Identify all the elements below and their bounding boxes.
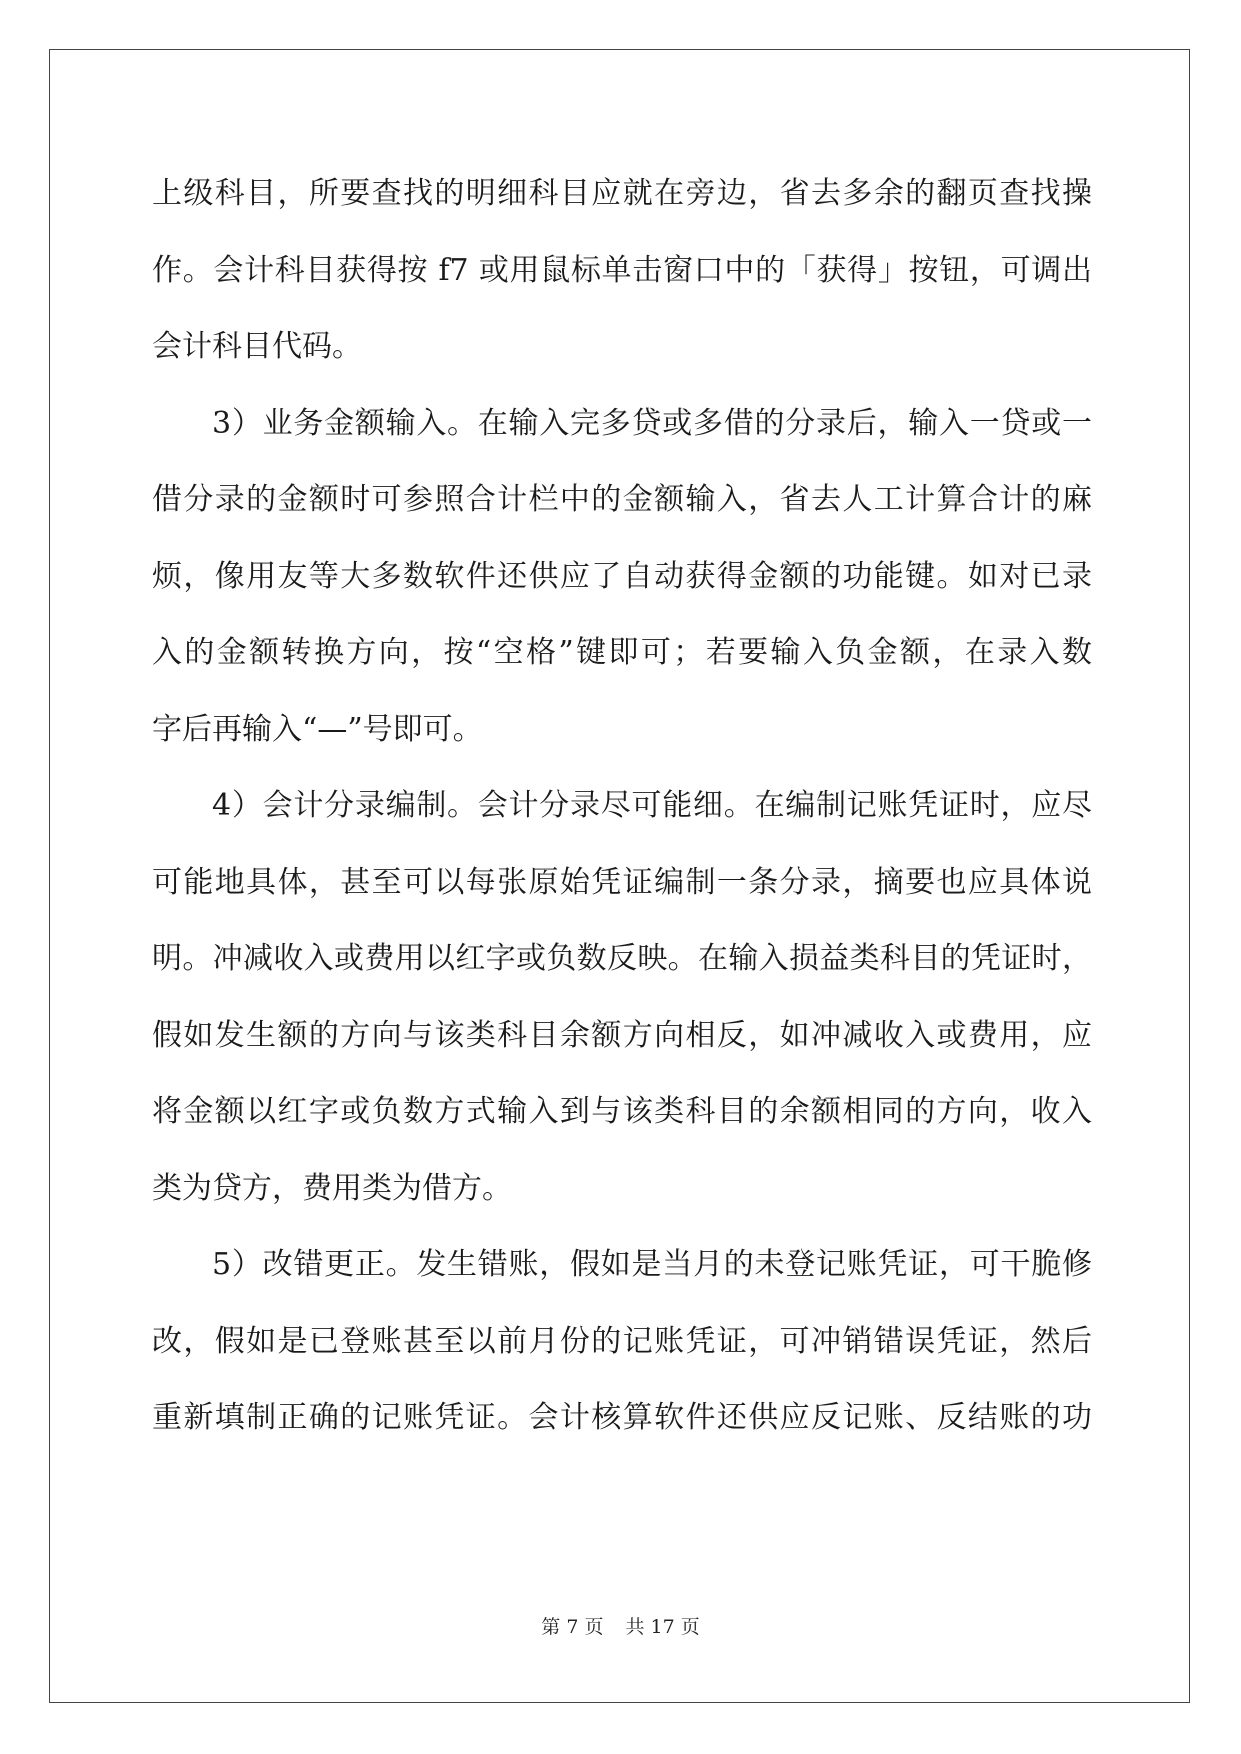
text-line: 3）业务金额输入。在输入完多贷或多借的分录后，输入一贷或一 — [212, 405, 1092, 441]
text-line: 可能地具体，甚至可以每张原始凭证编制一条分录，摘要也应具体说 — [152, 864, 1092, 900]
text-line: 作。会计科目获得按 f7 或用鼠标单击窗口中的「获得」按钮，可调出 — [152, 252, 1092, 288]
text-line: 字后再输入“—”号即可。 — [152, 711, 483, 747]
text-line: 4）会计分录编制。会计分录尽可能细。在编制记账凭证时，应尽 — [212, 788, 1092, 823]
text-line: 明。冲减收入或费用以红字或负数反映。在输入损益类科目的凭证时， — [152, 941, 1092, 976]
text-line: 类为贷方，费用类为借方。 — [152, 1170, 512, 1206]
text-line: 改，假如是已登账甚至以前月份的记账凭证，可冲销错误凭证，然后 — [152, 1323, 1092, 1359]
text-line: 会计科目代码。 — [152, 329, 362, 364]
text-line: 5）改错更正。发生错账，假如是当月的未登记账凭证，可干脆修 — [212, 1247, 1092, 1282]
text-line: 重新填制正确的记账凭证。会计核算软件还供应反记账、反结账的功 — [152, 1400, 1092, 1435]
document-body — [152, 156, 1092, 1457]
text-line: 上级科目，所要查找的明细科目应就在旁边，省去多余的翻页查找操 — [152, 176, 1092, 211]
text-line: 假如发生额的方向与该类科目余额方向相反，如冲减收入或费用，应 — [152, 1017, 1092, 1053]
text-line: 烦，像用友等大多数软件还供应了自动获得金额的功能键。如对已录 — [152, 558, 1092, 594]
page-number: 第 7 页 — [541, 1616, 604, 1638]
text-line: 将金额以红字或负数方式输入到与该类科目的余额相同的方向，收入 — [152, 1094, 1092, 1129]
page-footer — [0, 1612, 1241, 1639]
text-line: 入的金额转换方向，按“空格”键即可；若要输入负金额，在录入数 — [152, 635, 1092, 670]
page-total: 共 17 页 — [625, 1616, 700, 1638]
text-line: 借分录的金额时可参照合计栏中的金额输入，省去人工计算合计的麻 — [152, 482, 1092, 517]
